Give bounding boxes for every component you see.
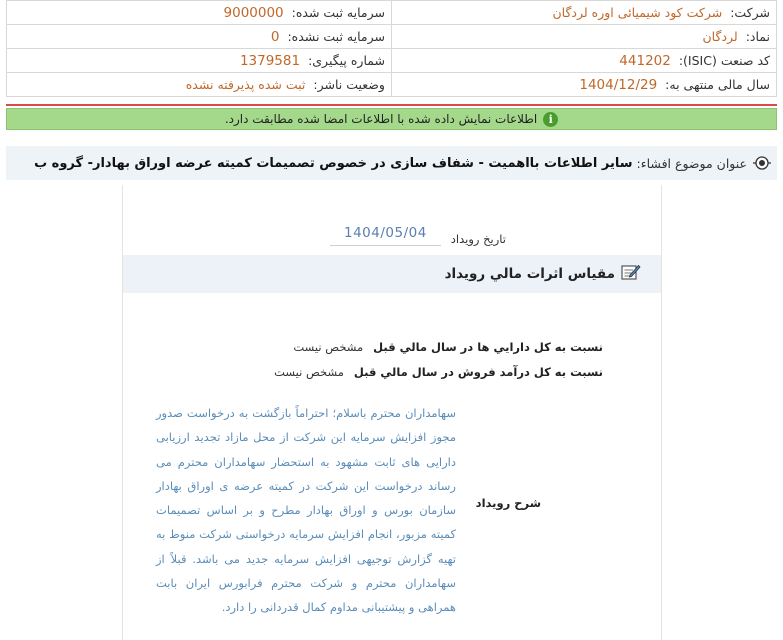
info-row: [7, 25, 777, 49]
info-row: [7, 49, 777, 73]
unregistered-capital-value: 0: [270, 28, 280, 45]
registered-capital-cell: [7, 1, 392, 25]
company-name[interactable]: شرکت کود شیمیائی اوره لردگان: [552, 5, 723, 20]
event-description: سهامداران محترم باسلام؛ احتراماً بازگشت به درخواست صدور مجوز افزایش سرمایه این شرکت از محل مازاد تجدید ارزیابی دارایی های ثابت مشهود به استحضار سهامداران محترم می رساند درخواست این شرکت در کمیته عرضه ی اوراق بهادار سازمان بورس و اوراق بهادار مطرح و بر اساس تصمیمات کمیته مزبور، انجام افزایش سرمایه درخواستی شرکت منوط به تهیه گزارش توجیهی افزایش سرمایه جدید می باشد. قبلاً از سهامداران محترم و شرکت محترم فرابورس ایران بابت همراهی و پیشتیبانی مداوم کمال قدردانی را دارد.: [156, 406, 456, 615]
ratio-revenue-value: مشخص نيست: [274, 365, 344, 379]
event-date-label: تاريخ رويداد: [450, 232, 506, 246]
registered-capital-value: 9000000: [223, 4, 284, 21]
edit-icon: [621, 263, 641, 285]
subject-bar: [6, 146, 777, 180]
publisher-status-cell: [7, 73, 392, 97]
divider-line: [6, 104, 777, 106]
symbol-cell: [391, 25, 776, 49]
event-date-value: 1404/05/04: [330, 225, 441, 246]
tracking-cell: [7, 49, 392, 73]
registered-capital-label: سرمایه ثبت شده:: [291, 4, 385, 20]
ratio-assets-value: مشخص نيست: [293, 340, 364, 354]
ratio-revenue-label: نسبت به کل درآمد فروش در سال مالي قبل: [353, 365, 603, 379]
symbol-value[interactable]: لردگان: [702, 29, 738, 44]
publisher-status-value: ثبت شده پذیرفته نشده: [185, 77, 306, 92]
tracking-label: شماره پیگیری:: [308, 52, 385, 68]
info-icon: i: [543, 112, 558, 127]
fiscal-year-cell: [391, 73, 776, 97]
event-date-row: [330, 225, 506, 246]
subject-title: سایر اطلاعات بااهمیت - شفاف سازی در خصوص تصمیمات کمیته عرضه اوراق بهادار- گروه ب: [34, 155, 633, 171]
description-label: شرح رويداد: [475, 496, 541, 510]
section-title: مقياس اثرات مالي رويداد: [444, 266, 615, 282]
company-cell: [391, 1, 776, 25]
section-header: [123, 255, 661, 293]
fiscal-year-label: سال مالی منتهی به:: [665, 76, 770, 92]
info-row: [7, 73, 777, 97]
company-info-table: [6, 0, 777, 97]
tracking-number: 1379581: [239, 52, 301, 69]
subject-label: عنوان موضوع افشاء:: [636, 155, 747, 171]
isic-label: کد صنعت (ISIC):: [678, 52, 770, 68]
ratio-assets-label: نسبت به کل دارايي ها در سال مالي قبل: [373, 340, 603, 354]
target-icon: [753, 154, 771, 172]
unregistered-capital-label: سرمایه ثبت نشده:: [287, 28, 385, 44]
isic-cell: [391, 49, 776, 73]
alert-text: اطلاعات نمایش داده شده با اطلاعات امضا شده مطابقت دارد.: [224, 112, 538, 126]
ratio-assets-row: [293, 340, 603, 354]
isic-value: 441202: [619, 52, 671, 69]
event-panel: [122, 185, 662, 640]
info-row: [7, 1, 777, 25]
symbol-label: نماد:: [745, 29, 770, 44]
fiscal-year-value: 1404/12/29: [579, 76, 658, 93]
unregistered-capital-cell: [7, 25, 392, 49]
verification-alert: [6, 108, 777, 130]
ratio-revenue-row: [274, 365, 603, 379]
publisher-status-label: وضعیت ناشر:: [313, 77, 385, 92]
company-label: شرکت:: [730, 5, 770, 20]
